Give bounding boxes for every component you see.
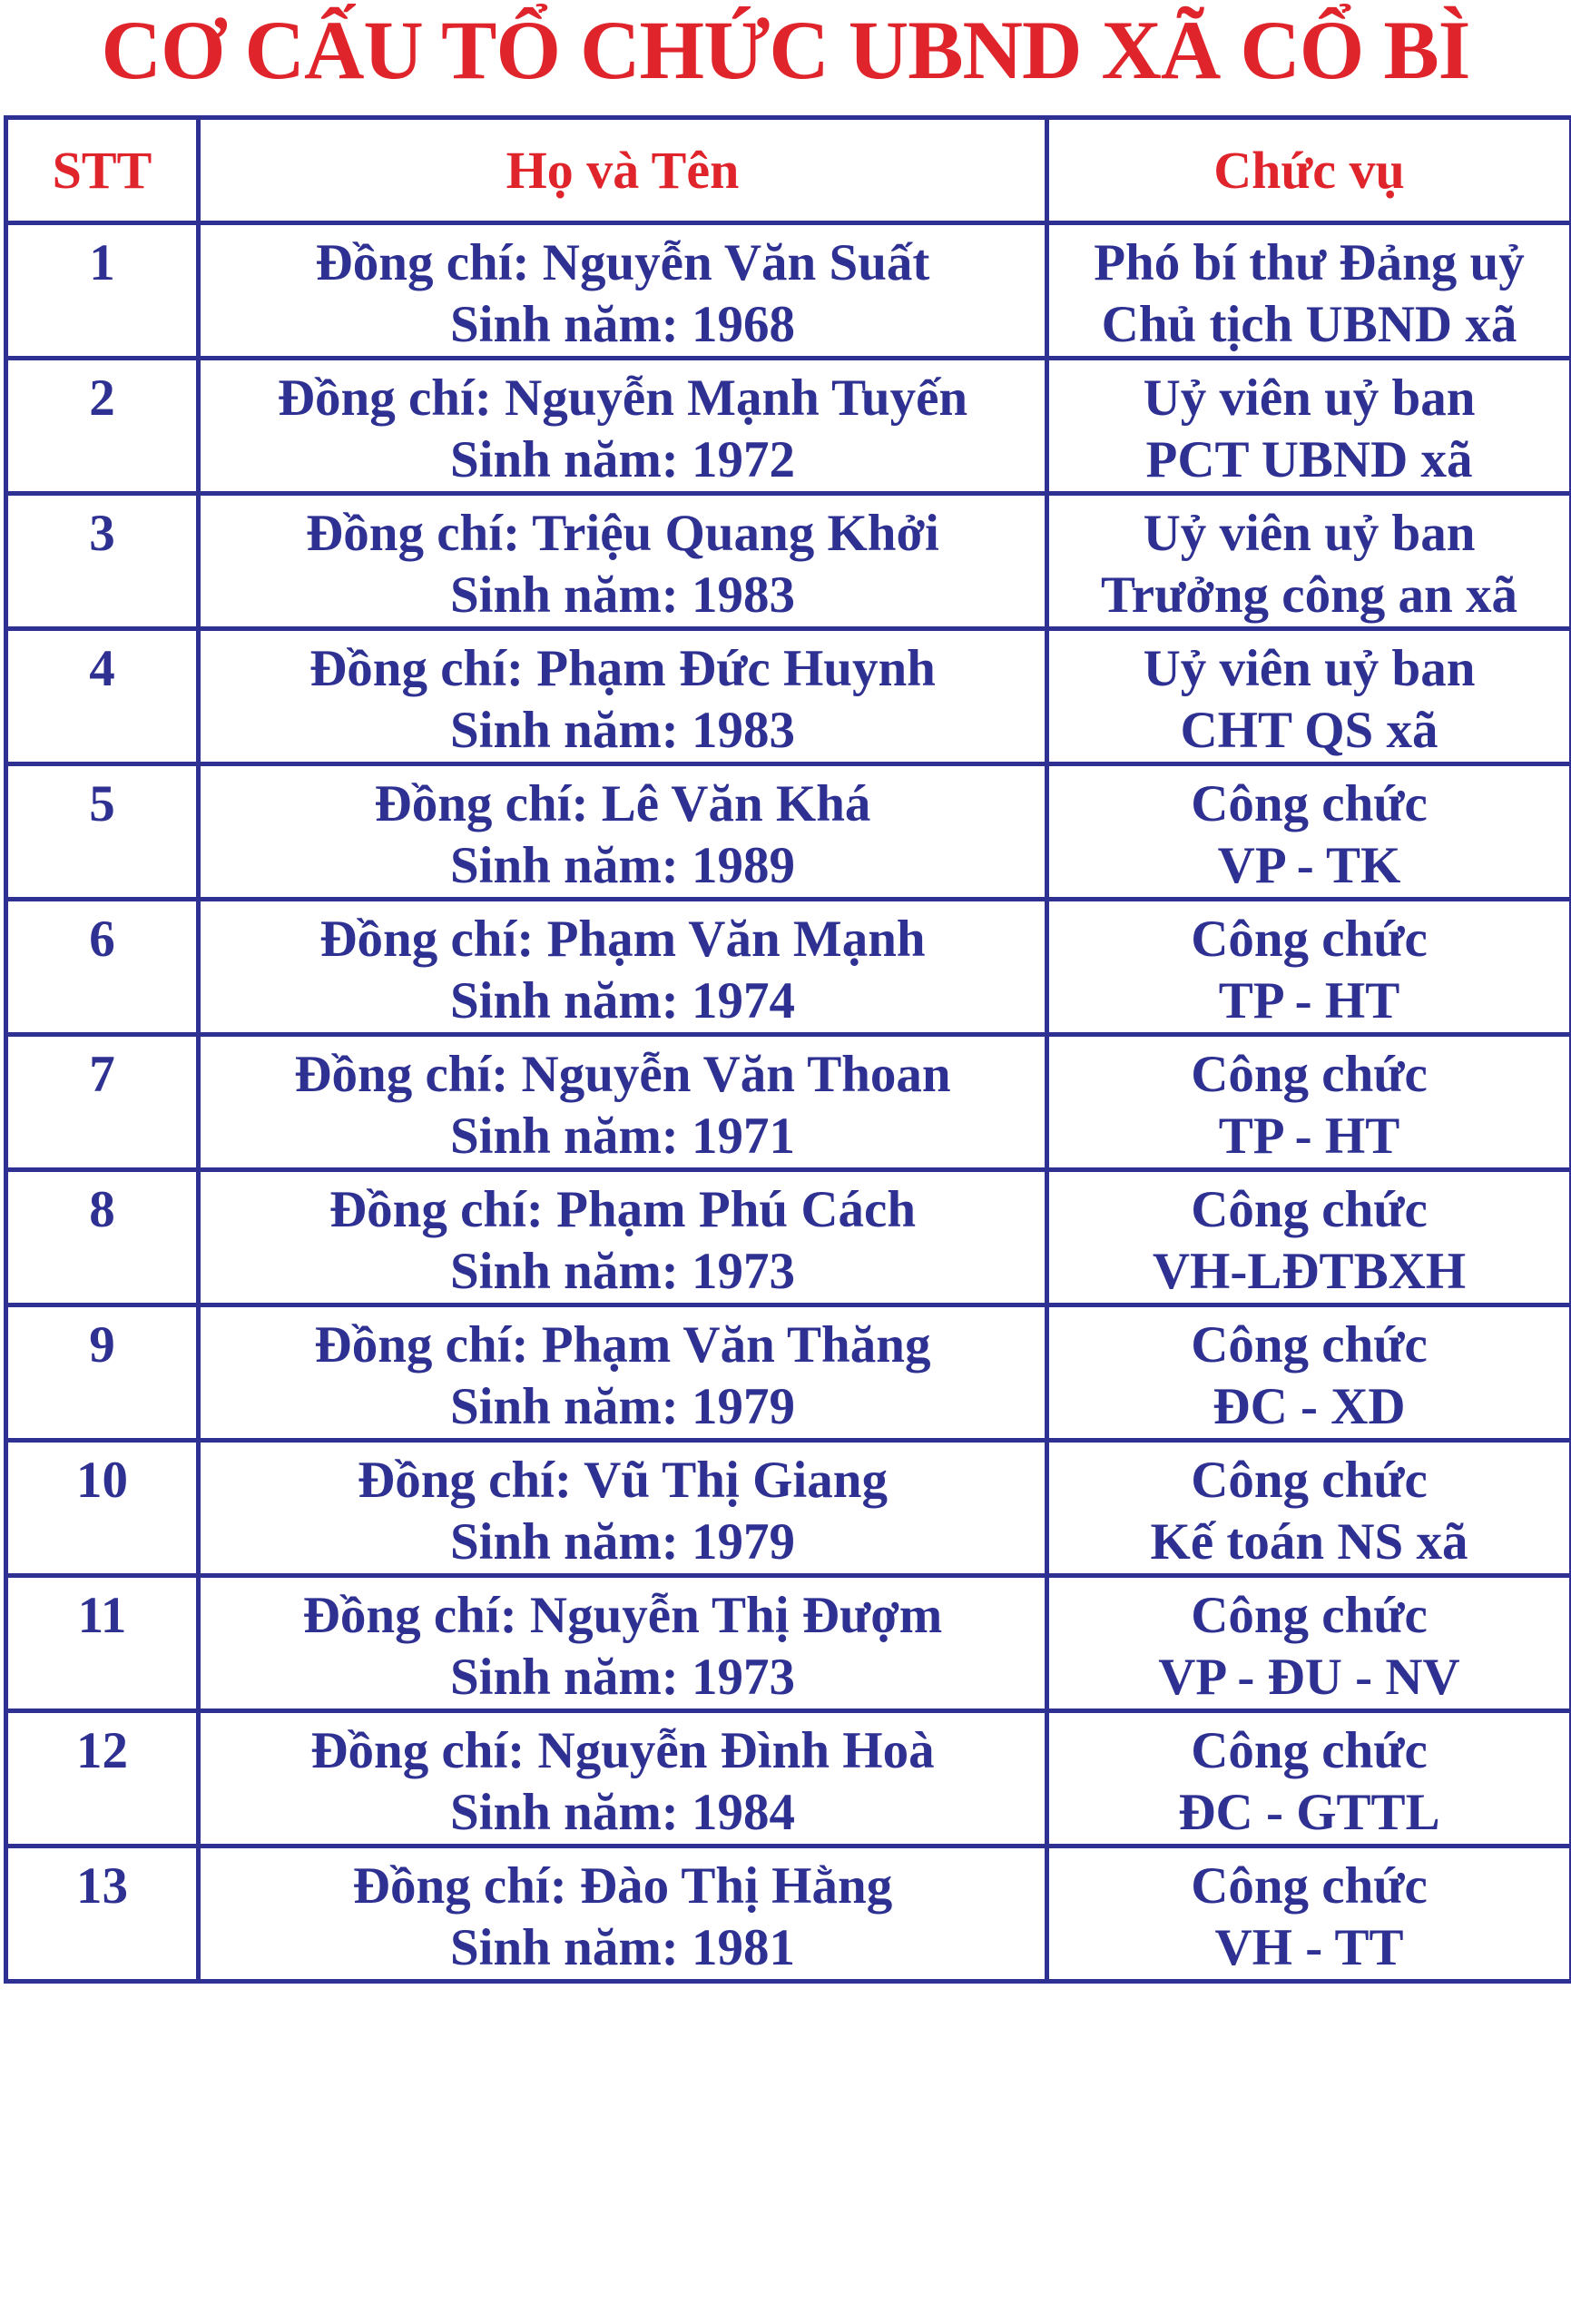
table-row bbox=[6, 900, 1571, 1035]
row-number: 12 bbox=[6, 1711, 199, 1846]
table-row bbox=[6, 629, 1571, 764]
table-row bbox=[6, 1711, 1571, 1846]
position-title: Công chức bbox=[1191, 1316, 1428, 1374]
member-birth-year: Sinh năm: 1971 bbox=[449, 1108, 796, 1165]
member-name: Đồng chí: Lê Văn Khá bbox=[374, 775, 871, 832]
position-title: Công chức bbox=[1191, 1181, 1428, 1238]
member-cell bbox=[199, 1711, 1047, 1846]
row-number: 10 bbox=[6, 1441, 199, 1576]
position-department: Trưởng công an xã bbox=[1100, 566, 1517, 624]
table-row bbox=[6, 1846, 1571, 1982]
position-title: Công chức bbox=[1191, 911, 1428, 968]
member-birth-year: Sinh năm: 1984 bbox=[449, 1784, 796, 1841]
position-department: VH-LĐTBXH bbox=[1152, 1243, 1467, 1300]
member-cell bbox=[199, 1170, 1047, 1305]
table-row bbox=[6, 764, 1571, 900]
member-name: Đồng chí: Nguyễn Đình Hoà bbox=[310, 1722, 935, 1779]
member-birth-year: Sinh năm: 1968 bbox=[449, 296, 796, 353]
row-number: 6 bbox=[6, 900, 199, 1035]
position-cell bbox=[1047, 1305, 1571, 1441]
position-title: Công chức bbox=[1191, 1046, 1428, 1103]
member-birth-year: Sinh năm: 1974 bbox=[449, 972, 796, 1029]
table-row bbox=[6, 1305, 1571, 1441]
member-name: Đồng chí: Nguyễn Văn Thoan bbox=[294, 1046, 951, 1103]
column-header-role: Chức vụ bbox=[1047, 118, 1571, 223]
member-cell bbox=[199, 629, 1047, 764]
member-birth-year: Sinh năm: 1973 bbox=[449, 1243, 796, 1300]
position-department: CHT QS xã bbox=[1180, 702, 1438, 759]
row-number: 9 bbox=[6, 1305, 199, 1441]
table-row bbox=[6, 1170, 1571, 1305]
position-cell bbox=[1047, 494, 1571, 629]
member-cell bbox=[199, 494, 1047, 629]
member-cell bbox=[199, 1305, 1047, 1441]
column-header-stt: STT bbox=[6, 118, 199, 223]
position-title: Uỷ viên uỷ ban bbox=[1143, 369, 1476, 427]
position-department: ĐC - XD bbox=[1213, 1378, 1406, 1435]
member-name: Đồng chí: Triệu Quang Khởi bbox=[306, 505, 939, 562]
member-cell bbox=[199, 223, 1047, 359]
position-department: PCT UBND xã bbox=[1145, 431, 1473, 488]
position-cell bbox=[1047, 1441, 1571, 1576]
row-number: 1 bbox=[6, 223, 199, 359]
member-birth-year: Sinh năm: 1979 bbox=[449, 1378, 796, 1435]
table-body bbox=[6, 223, 1571, 1982]
position-department: VH - TT bbox=[1214, 1919, 1404, 1976]
position-cell bbox=[1047, 1846, 1571, 1982]
member-name: Đồng chí: Phạm Đức Huynh bbox=[309, 640, 936, 697]
position-cell bbox=[1047, 629, 1571, 764]
position-title: Phó bí thư Đảng uỷ bbox=[1094, 234, 1525, 291]
member-birth-year: Sinh năm: 1973 bbox=[449, 1649, 796, 1706]
position-title: Công chức bbox=[1191, 1587, 1428, 1644]
row-number: 5 bbox=[6, 764, 199, 900]
member-name: Đồng chí: Phạm Văn Thăng bbox=[314, 1316, 931, 1374]
position-cell bbox=[1047, 359, 1571, 494]
position-department: VP - ĐU - NV bbox=[1158, 1649, 1460, 1706]
member-cell bbox=[199, 764, 1047, 900]
column-header-name: Họ và Tên bbox=[199, 118, 1047, 223]
member-name: Đồng chí: Nguyễn Văn Suất bbox=[315, 234, 930, 291]
member-cell bbox=[199, 900, 1047, 1035]
member-name: Đồng chí: Phạm Văn Mạnh bbox=[319, 911, 926, 968]
member-birth-year: Sinh năm: 1981 bbox=[449, 1919, 796, 1976]
member-birth-year: Sinh năm: 1983 bbox=[449, 566, 796, 624]
position-cell bbox=[1047, 1170, 1571, 1305]
row-number: 11 bbox=[6, 1576, 199, 1711]
position-title: Công chức bbox=[1191, 1857, 1428, 1915]
row-number: 2 bbox=[6, 359, 199, 494]
position-department: TP - HT bbox=[1218, 972, 1400, 1029]
position-title: Công chức bbox=[1191, 1452, 1428, 1509]
table-header-row bbox=[6, 118, 1571, 223]
row-number: 7 bbox=[6, 1035, 199, 1170]
table-row bbox=[6, 1441, 1571, 1576]
position-department: TP - HT bbox=[1218, 1108, 1400, 1165]
position-title: Công chức bbox=[1191, 1722, 1428, 1779]
member-cell bbox=[199, 1576, 1047, 1711]
member-cell bbox=[199, 359, 1047, 494]
member-birth-year: Sinh năm: 1979 bbox=[449, 1513, 796, 1571]
member-name: Đồng chí: Phạm Phú Cách bbox=[329, 1181, 917, 1238]
row-number: 4 bbox=[6, 629, 199, 764]
table-row bbox=[6, 1576, 1571, 1711]
position-department: VP - TK bbox=[1217, 837, 1401, 894]
position-cell bbox=[1047, 1035, 1571, 1170]
member-name: Đồng chí: Nguyễn Thị Đượm bbox=[302, 1587, 943, 1644]
position-department: Chủ tịch UBND xã bbox=[1101, 296, 1517, 353]
table-row bbox=[6, 359, 1571, 494]
position-cell bbox=[1047, 1576, 1571, 1711]
table-row bbox=[6, 494, 1571, 629]
position-department: ĐC - GTTL bbox=[1178, 1784, 1440, 1841]
staff-table bbox=[4, 115, 1571, 1984]
row-number: 3 bbox=[6, 494, 199, 629]
page-title: CƠ CẤU TỔ CHỨC UBND XÃ CỔ BÌ bbox=[101, 4, 1470, 96]
row-number: 8 bbox=[6, 1170, 199, 1305]
position-department: Kế toán NS xã bbox=[1150, 1513, 1468, 1571]
row-number: 13 bbox=[6, 1846, 199, 1982]
member-cell bbox=[199, 1441, 1047, 1576]
member-cell bbox=[199, 1035, 1047, 1170]
member-name: Đồng chí: Vũ Thị Giang bbox=[358, 1452, 888, 1509]
position-title: Công chức bbox=[1191, 775, 1428, 832]
table-row bbox=[6, 223, 1571, 359]
table-row bbox=[6, 1035, 1571, 1170]
position-cell bbox=[1047, 764, 1571, 900]
position-cell bbox=[1047, 223, 1571, 359]
member-name: Đồng chí: Nguyễn Mạnh Tuyến bbox=[277, 369, 968, 427]
member-birth-year: Sinh năm: 1983 bbox=[449, 702, 796, 759]
member-birth-year: Sinh năm: 1972 bbox=[449, 431, 796, 488]
member-cell bbox=[199, 1846, 1047, 1982]
position-cell bbox=[1047, 1711, 1571, 1846]
position-title: Uỷ viên uỷ ban bbox=[1143, 505, 1476, 562]
position-cell bbox=[1047, 900, 1571, 1035]
member-birth-year: Sinh năm: 1989 bbox=[449, 837, 796, 894]
position-title: Uỷ viên uỷ ban bbox=[1143, 640, 1476, 697]
member-name: Đồng chí: Đào Thị Hằng bbox=[352, 1857, 893, 1915]
